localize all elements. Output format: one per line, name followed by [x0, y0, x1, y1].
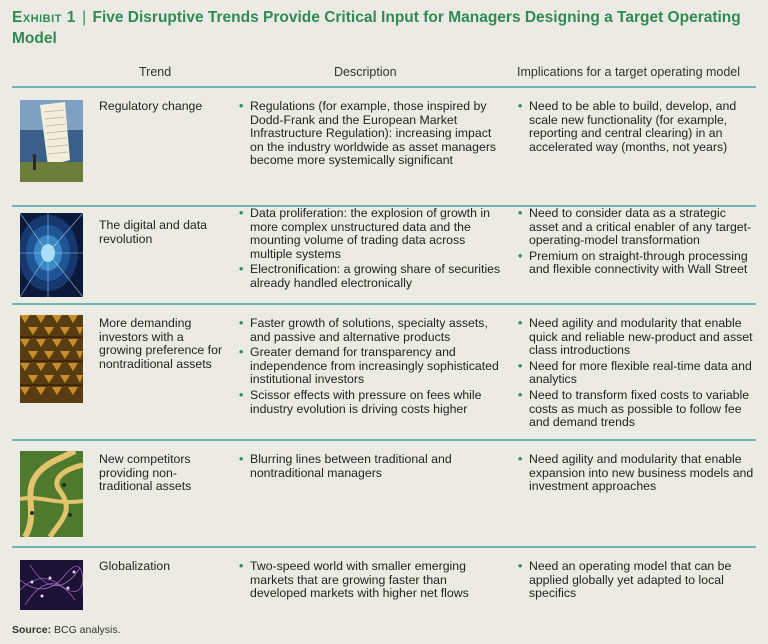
pattern-image: [20, 315, 83, 403]
data-tunnel-image: [20, 213, 83, 297]
source-note: [12, 624, 121, 636]
table-row: [12, 88, 756, 204]
source-label: Source:: [12, 624, 52, 636]
description-list: [239, 207, 507, 293]
table-row: [12, 548, 756, 620]
description-item: • Blurring lines between traditional and nontraditional managers: [239, 452, 452, 480]
exhibit-number: Exhibit 1: [12, 9, 76, 26]
implications-list: [518, 453, 756, 496]
description-item: • Electronification: a growing share of securities already handled electronically: [239, 262, 501, 290]
description-item: • Two-speed world with smaller emerging markets that are growing faster than developed markets with higher net flows: [239, 559, 469, 601]
title-separator: |: [82, 9, 87, 26]
implication-item: • Need agility and modularity that enable quick and reliable new-product and asset class introductions: [518, 316, 753, 358]
table-row: [12, 207, 756, 302]
description-list: [239, 317, 507, 418]
implication-item: • Need for more flexible real-time data and analytics: [518, 358, 752, 387]
trend-label: Regulatory change: [99, 99, 203, 113]
implication-item: • Need to consider data as a strategic asset and a critical enabler of any target-operating-model transformation: [518, 206, 752, 248]
implication-item: • Need to be able to build, develop, and scale new functionality (for example, reporting and central clearing) in an accelerated way (months, not years): [518, 99, 737, 154]
description-item: • Greater demand for transparency and independence from increasingly sophisticated institutional investors: [239, 345, 499, 387]
column-header-description: Description: [334, 65, 397, 79]
implication-item: • Need to transform fixed costs to variable costs as much as possible to follow fee and demand trends: [518, 387, 750, 430]
regulatory-image: [20, 100, 83, 182]
globe-network-image: [20, 560, 83, 610]
description-item: • Regulations (for example, those inspired by Dodd-Frank and the European Market Infrastructure Regulation): increasing impact on the industry worldwide as asset managers become more systemically significant: [239, 99, 497, 168]
implications-list: [518, 100, 756, 156]
implication-item: • Premium on straight-through processing and flexible connectivity with Wall Street: [518, 248, 748, 277]
column-header-trend: Trend: [139, 65, 172, 79]
table-row: [12, 305, 756, 438]
implications-list: [518, 207, 756, 279]
source-text: BCG analysis.: [54, 624, 121, 636]
implications-list: [518, 317, 756, 432]
implication-item: • Need agility and modularity that enable expansion into new business models and investment approaches: [518, 452, 754, 494]
column-header-implications: Implications for a target operating model: [517, 65, 741, 79]
trend-label: New competitors providing non-traditional assets: [99, 452, 192, 494]
description-list: [239, 453, 507, 482]
description-item: • Data proliferation: the explosion of growth in more complex unstructured data and the mounting volume of trading data across multiple systems: [239, 206, 490, 261]
trend-label: Globalization: [99, 559, 171, 573]
implications-list: [518, 560, 756, 603]
trend-label: More demanding investors with a growing preference for nontraditional assets: [99, 316, 223, 371]
description-item: • Faster growth of solutions, specialty assets, and passive and alternative products: [239, 316, 488, 344]
description-item: • Scissor effects with pressure on fees while industry evolution is driving costs higher: [239, 387, 482, 416]
table-row: [12, 441, 756, 545]
description-list: [239, 560, 507, 603]
exhibit-title-text: Five Disruptive Trends Provide Critical Input for Managers Designing a Target Operating Model: [12, 9, 741, 47]
description-list: [239, 100, 507, 170]
trend-label: The digital and data revolution: [99, 218, 208, 246]
roads-image: [20, 451, 83, 537]
implication-item: • Need an operating model that can be applied globally yet adapted to local specifics: [518, 559, 732, 601]
exhibit-title: [12, 7, 756, 49]
